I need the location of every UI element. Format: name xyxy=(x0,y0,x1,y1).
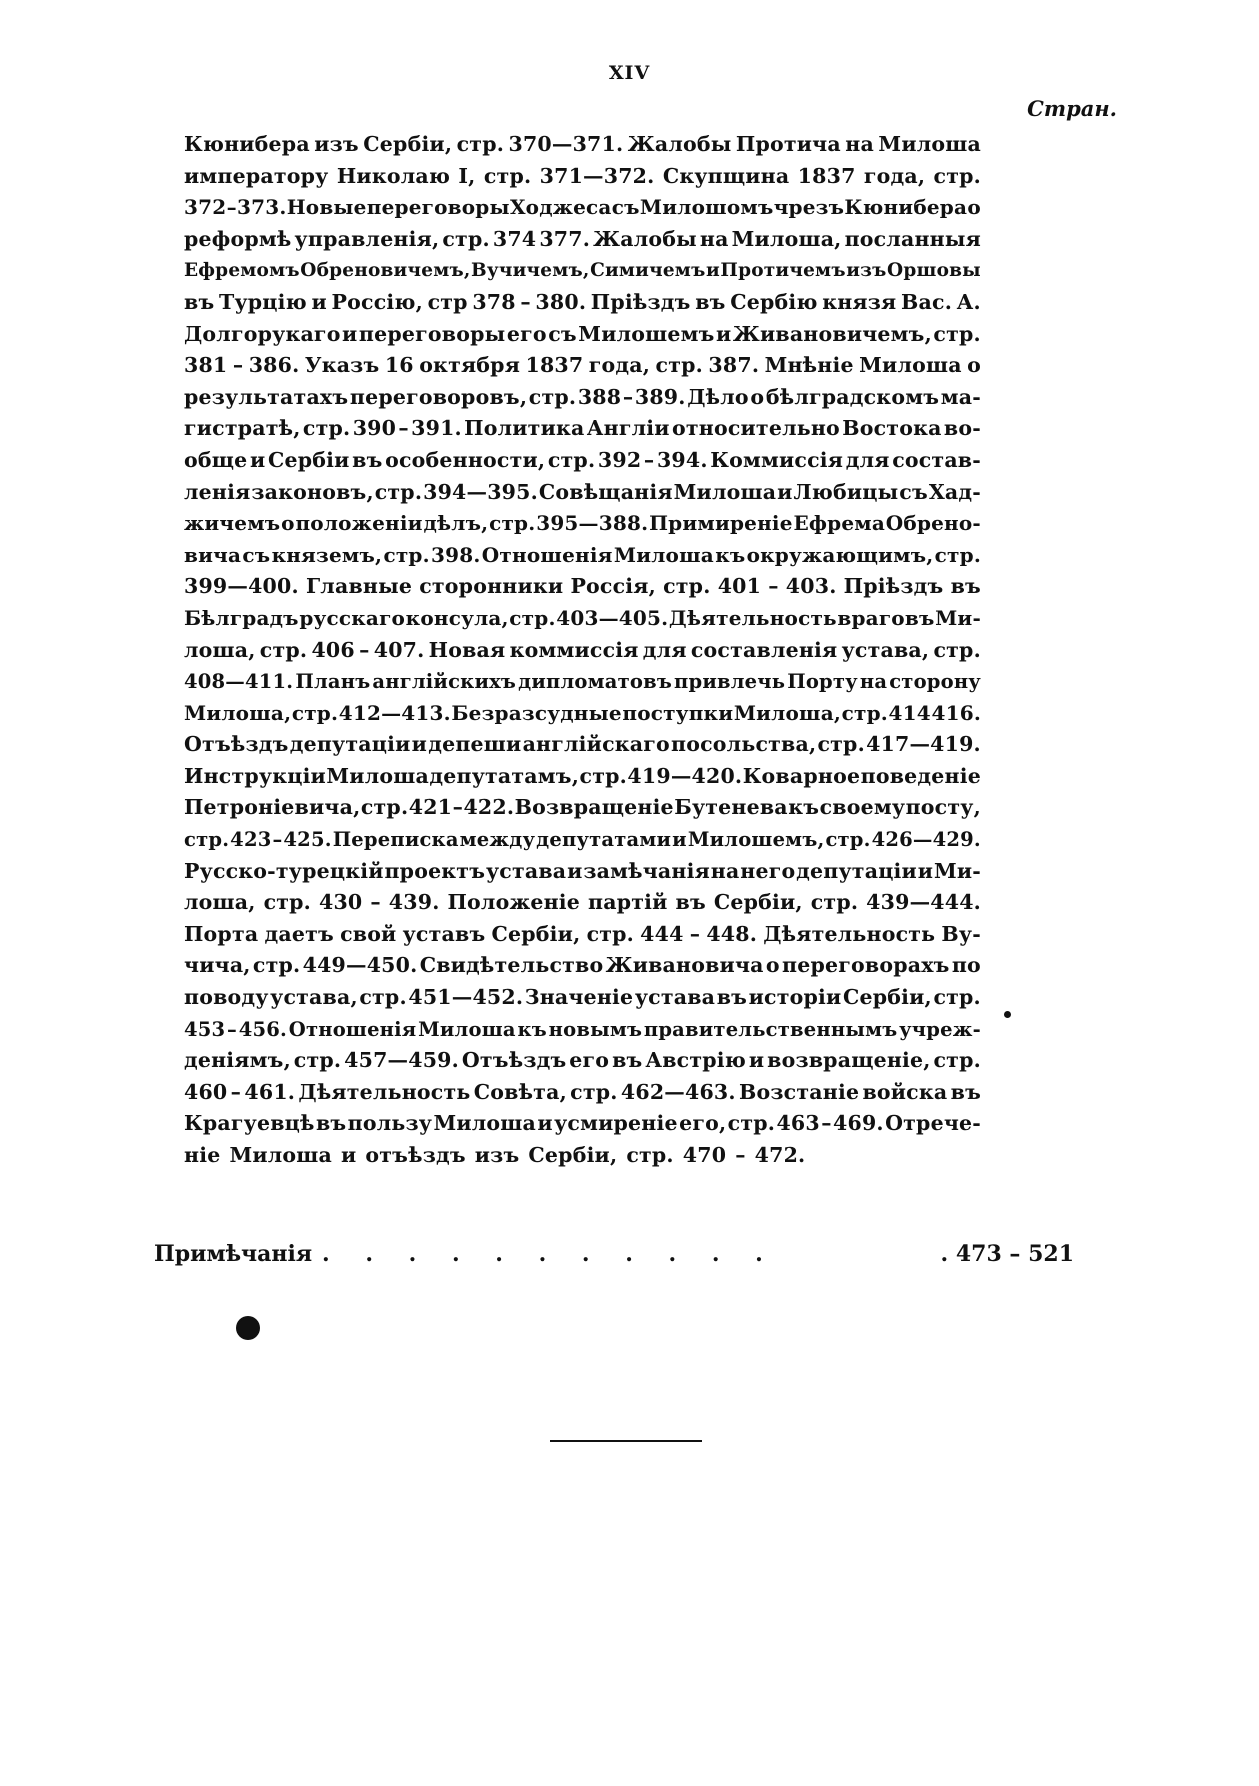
toc-line: 372 – 373. Новые переговоры Ходжеса съ Милошомъ чрезъ Кюнибера о xyxy=(184,195,981,220)
toc-line: Кюнибера изъ Сербіи, стр. 370—371. Жалобы Протича на Милоша xyxy=(184,132,981,156)
toc-line: поводу устава, стр. 451—452. Значеніе устава въ исторіи Сербіи, стр. xyxy=(184,985,981,1010)
toc-line: 460 – 461. Дѣятельность Совѣта, стр. 462—463. Возстаніе войска въ xyxy=(184,1079,981,1104)
toc-line: ленія законовъ, стр. 394—395. Совѣщанія Милоша и Любицы съ Хад- xyxy=(184,479,981,504)
toc-line: стр. 423 – 425. Переписка между депутатами и Милошемъ, стр. 426—429. xyxy=(184,828,981,852)
toc-line: лоша, стр. 406 – 407. Новая коммиссія для составленія устава, стр. xyxy=(184,637,981,662)
notes-label: Примѣчанія xyxy=(154,1241,313,1267)
end-rule xyxy=(550,1440,702,1442)
stray-print-mark xyxy=(1004,1011,1011,1018)
toc-line: Ефремомъ Обреновичемъ, Вучичемъ, Симичемъ и Протичемъ изъ Оршовы xyxy=(184,260,981,282)
toc-line: Крагуевцѣ въ пользу Милоша и усмиреніе его, стр. 463 – 469. Отрече- xyxy=(184,1111,981,1136)
toc-line: Долгорукаго и переговоры его съ Милошемъ и Живановичемъ, стр. xyxy=(184,321,981,346)
toc-line: лоша, стр. 430 – 439. Положеніе партій въ Сербіи, стр. 439—444. xyxy=(184,890,981,915)
toc-line: 399—400. Главные сторонники Россія, стр. 401 – 403. Пріѣздъ въ xyxy=(184,574,981,599)
toc-paragraph xyxy=(184,129,981,1172)
toc-line: 408—411. Планъ англійскихъ дипломатовъ привлечь Порту на сторону xyxy=(184,670,981,694)
ink-blot xyxy=(238,1318,258,1338)
notes-page-range: . 473 – 521 xyxy=(940,1241,1074,1267)
toc-line: Порта даетъ свой уставъ Сербіи, стр. 444 – 448. Дѣятельность Ву- xyxy=(184,921,981,946)
toc-line: ніе Милоша и отъѣздъ изъ Сербіи, стр. 470 – 472. xyxy=(184,1143,806,1167)
toc-line: результатахъ переговоровъ, стр. 388 – 389. Дѣло о бѣлградскомъ ма- xyxy=(184,384,981,409)
toc-line: 453 – 456. Отношенія Милоша къ новымъ правительственнымъ учреж- xyxy=(184,1017,981,1041)
toc-line: Русско-турецкій проектъ устава и замѣчанія на него депутаціи и Ми- xyxy=(184,858,981,883)
toc-line: Милоша, стр. 412—413. Безразсудные поступки Милоша, стр. 414 416. xyxy=(184,700,981,725)
toc-line: Бѣлградъ русскаго консула, стр. 403—405. Дѣятельность враговъ Ми- xyxy=(184,605,981,630)
page-number: XIV xyxy=(608,62,651,84)
toc-line: Инструкціи Милоша депутатамъ, стр. 419—420. Коварное поведеніе xyxy=(184,763,981,788)
notes-entry xyxy=(154,1238,1074,1270)
toc-line: въ Турцію и Россію, стр 378 – 380. Пріѣздъ въ Сербію князя Вас. А. xyxy=(184,289,981,314)
toc-line: императору Николаю I, стр. 371—372. Скупщина 1837 года, стр. xyxy=(184,163,981,188)
toc-line: обще и Сербіи въ особенности, стр. 392 – 394. Коммиссія для состав- xyxy=(184,447,981,472)
toc-line: чича, стр. 449—450. Свидѣтельство Живановича о переговорахъ по xyxy=(184,953,981,978)
toc-line: реформѣ управленія, стр. 374 377. Жалобы на Милоша, посланныя xyxy=(184,226,981,251)
notes-dot-leader: . . . . . . . . . . . xyxy=(322,1241,777,1267)
toc-line: вича съ княземъ, стр. 398. Отношенія Милоша къ окружающимъ, стр. xyxy=(184,542,981,567)
toc-line: гистратѣ, стр. 390 – 391. Политика Англіи относительно Востока во- xyxy=(184,416,981,441)
column-heading: Стран. xyxy=(1027,96,1117,121)
toc-line: Петроніевича, стр. 421 – 422. Возвращеніе Бутенева къ своему посту, xyxy=(184,795,981,820)
toc-line: жичемъ о положеніи дѣлъ, стр. 395—388. Примиреніе Ефрема Обрено- xyxy=(184,511,981,536)
toc-line: 381 – 386. Указъ 16 октября 1837 года, стр. 387. Мнѣніе Милоша о xyxy=(184,353,981,378)
toc-line: деніямъ, стр. 457—459. Отъѣздъ его въ Австрію и возвращеніе, стр. xyxy=(184,1048,981,1073)
toc-line: Отъѣздъ депутаціи и депеши англійскаго посольства, стр. 417—419. xyxy=(184,732,981,757)
